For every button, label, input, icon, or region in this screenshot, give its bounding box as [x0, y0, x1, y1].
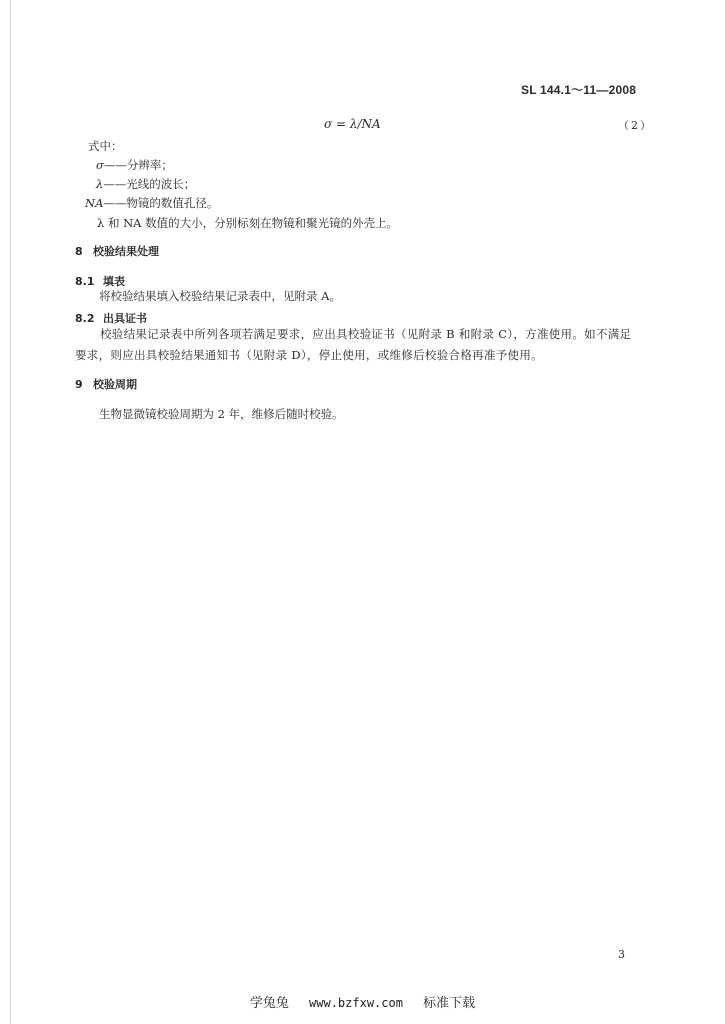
section-8-2-text: 校验结果记录表中所列各项若满足要求，应出具校验证书（见附录 B 和附录 C），方准使用。如不满足要求，则应出具校验结果通知书（见附录 D），停止使用，或维修后校验合格再准予使用。 — [75, 327, 632, 362]
page-edge-line — [10, 0, 11, 1024]
definition-item — [96, 155, 173, 175]
section-number: 8.1 — [75, 275, 95, 288]
standard-number: SL 144.1～11—2008 — [521, 83, 637, 97]
definition-item — [96, 174, 195, 194]
equation-number: （2） — [618, 119, 653, 132]
formula: σ = λ/NA — [324, 117, 381, 131]
footer-watermark — [0, 992, 725, 1011]
section-title: 填表 — [103, 275, 125, 288]
section-9-text: 生物显微镜校验周期为 2 年，维修后随时校验。 — [99, 407, 344, 421]
definitions-intro: 式中： — [88, 139, 123, 153]
section-8-1-text: 将校验结果填入校验结果记录表中，见附录 A。 — [99, 289, 341, 303]
footer-tagline: 标准下载 — [423, 996, 476, 1011]
definition-symbol: σ — [96, 158, 104, 172]
section-number: 8 — [75, 245, 83, 258]
definition-item — [85, 193, 218, 213]
section-8-heading — [75, 243, 159, 259]
page-number: 3 — [618, 948, 625, 961]
definition-text: ——分辨率； — [103, 158, 173, 172]
section-title: 校验结果处理 — [93, 245, 159, 258]
section-number: 8.2 — [75, 312, 95, 325]
section-title: 校验周期 — [93, 378, 137, 391]
footer-url[interactable]: www.bzfxw.com — [309, 996, 403, 1010]
section-number: 9 — [75, 378, 83, 391]
section-title: 出具证书 — [103, 312, 147, 325]
definition-text: ——物镜的数值孔径。 — [103, 196, 219, 210]
definition-symbol: NA — [85, 196, 104, 210]
footer-site-name: 学兔兔 — [249, 996, 289, 1011]
section-9-heading — [75, 376, 137, 392]
definition-text: ——光线的波长； — [103, 177, 196, 191]
definitions-note: λ 和 NA 数值的大小，分别标刻在物镜和聚光镜的外壳上。 — [97, 216, 399, 230]
definition-symbol: λ — [96, 177, 104, 191]
